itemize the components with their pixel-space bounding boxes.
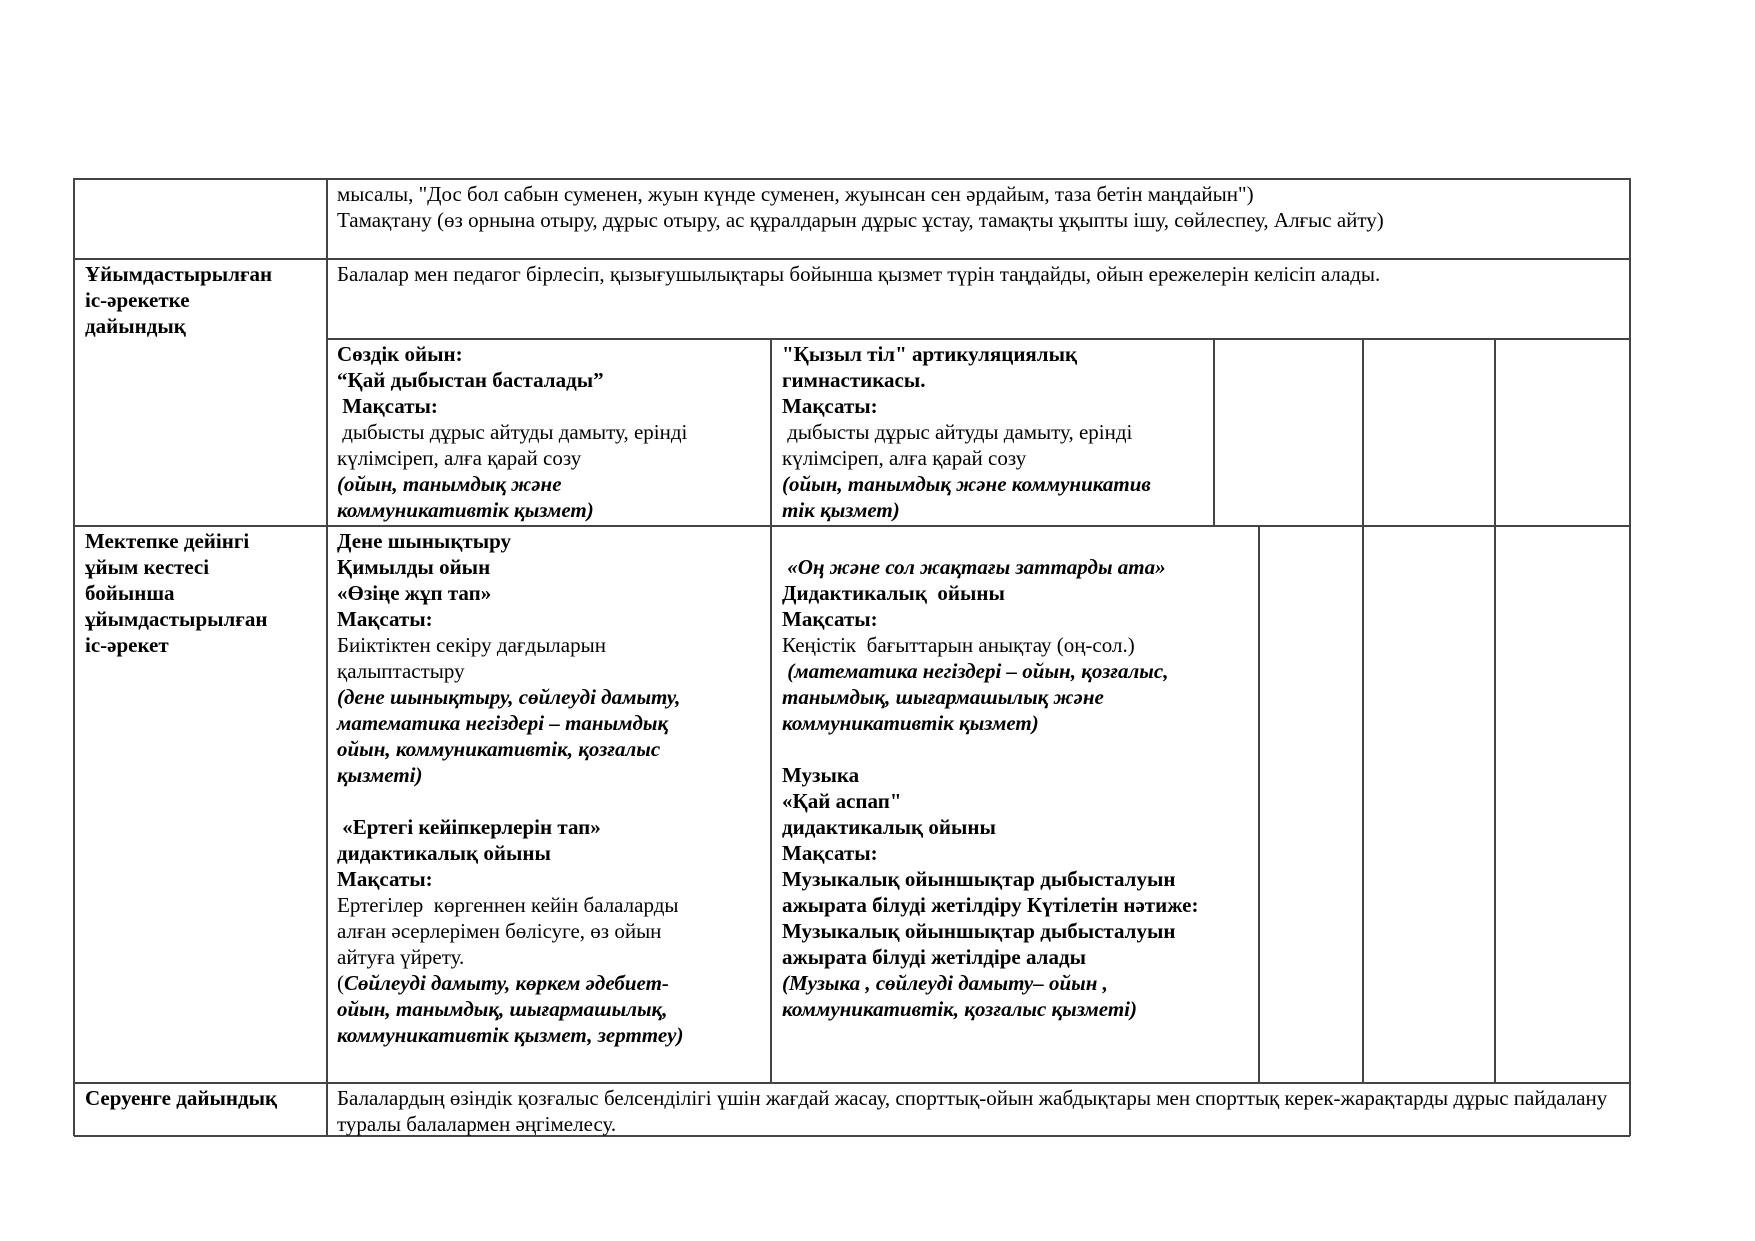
activity-note: ойын, коммуникативтік, қозғалыс <box>337 737 661 761</box>
activity-note: коммуникативтік, қозғалыс қызметі) <box>782 997 1138 1021</box>
activity-note: (дене шынықтыру, сөйлеуді дамыту, <box>337 685 681 709</box>
border-right <box>1629 178 1631 1136</box>
row3-col2 <box>782 341 1207 523</box>
row4-label-line: іс-әрекет <box>85 633 169 657</box>
gymnastics-title: гимнастикасы. <box>782 368 926 392</box>
activity-note: қызметі) <box>337 763 423 787</box>
word-game-name: “Қай дыбыстан басталады” <box>337 368 604 392</box>
activity-title: Музыка <box>782 763 860 787</box>
goal-text: дыбысты дұрыс айтуды дамыту, ерінді <box>782 420 1133 444</box>
row2-text-line: Балалар мен педагог бірлесіп, қызығушылықтары бойынша қызмет түрін таңдайды, ойын ережелерін келісіп алады. <box>337 262 1381 286</box>
row2-label-line: Ұйымдастырылған <box>85 262 273 286</box>
activity-title: Дене шынықтыру <box>337 529 512 553</box>
activity-note-line <box>337 970 765 996</box>
spacer <box>782 736 1252 762</box>
activity-title: «Қай аспап" <box>782 789 902 813</box>
goal-label: Мақсаты: <box>337 394 438 418</box>
goal-text: күлімсіреп, алға қарай созу <box>782 446 1027 470</box>
border-row3-bottom <box>74 1082 1630 1084</box>
goal-text: Музыкалық ойыншықтар дыбысталуын <box>782 919 1176 943</box>
activity-note: танымдық, шығармашылық және <box>782 685 1104 709</box>
border-col1 <box>770 338 772 1083</box>
row4-label-line: ұйымдастырылған <box>85 607 268 631</box>
row2-text <box>337 261 1622 287</box>
border-row2-bottom <box>74 525 1630 527</box>
activity-title: Дидактикалық ойыны <box>782 581 1005 605</box>
border-col3 <box>1362 338 1364 1083</box>
border-row1-bottom <box>74 258 1630 260</box>
border-label-col <box>326 178 328 1136</box>
row5-text-body: Балалардың өзіндік қозғалыс белсенділігі үшін жағдай жасау, спорттық-ойын жабдықтары мен спорттық керек-жарақтарды дұрыс пайдалану туралы балалармен әңгімелесу. <box>337 1086 1608 1136</box>
row1-line1: мысалы, "Дос бол сабын суменен, жуын күнде суменен, жуынсан сен әрдайым, таза бетін маңдайын") <box>337 182 1254 206</box>
activity-title: Қимылды ойын <box>337 555 491 579</box>
activity-note: (ойын, танымдық және <box>337 472 562 496</box>
row4-col1 <box>337 528 765 1048</box>
row5-text <box>337 1085 1622 1137</box>
goal-text: ажырата білуді жетілдіре алады <box>782 945 1086 969</box>
goal-text: айтуға үйрету. <box>337 945 465 969</box>
row4-label <box>85 528 321 658</box>
row3-col1 <box>337 341 765 523</box>
activity-title: «Ертегі кейіпкерлерін тап» <box>337 815 601 839</box>
goal-label: Мақсаты: <box>337 867 433 891</box>
activity-title: «Оң және сол жақтағы заттарды ата» <box>782 555 1166 579</box>
activity-title: дидактикалық ойыны <box>337 841 551 865</box>
note-open-paren: ( <box>337 971 344 995</box>
activity-note: коммуникативтік қызмет) <box>337 498 594 522</box>
row4-label-line: Мектепке дейінгі <box>85 529 250 553</box>
activity-note: (математика негіздері – ойын, қозғалыс, <box>782 659 1169 683</box>
border-col2-upper <box>1213 338 1215 526</box>
row5-label-text: Серуенге дайындық <box>85 1086 278 1110</box>
activity-note: (Музыка , сөйлеуді дамыту– ойын , <box>782 971 1108 995</box>
activity-note: математика негіздері – танымдық <box>337 711 669 735</box>
gymnastics-title: "Қызыл тіл" артикуляциялық <box>782 342 1078 366</box>
word-game-title: Сөздік ойын: <box>337 342 463 366</box>
goal-text: Биіктіктен секіру дағдыларын <box>337 633 606 657</box>
activity-note: тік қызмет) <box>782 498 900 522</box>
border-col2-lower <box>1258 525 1260 1083</box>
goal-label: Мақсаты: <box>337 607 433 631</box>
border-col4 <box>1494 338 1496 1083</box>
row2-label-line: дайындық <box>85 314 186 338</box>
activity-title: дидактикалық ойыны <box>782 815 996 839</box>
goal-text: алған әсерлерімен бөлісуге, өз ойын <box>337 919 662 943</box>
border-left <box>73 178 75 1136</box>
goal-label: Мақсаты: <box>782 394 878 418</box>
goal-label: Мақсаты: <box>782 607 878 631</box>
spacer <box>337 788 765 814</box>
goal-text: Ертегілер көргеннен кейін балаларды <box>337 893 679 917</box>
goal-text: Музыкалық ойыншықтар дыбысталуын <box>782 867 1176 891</box>
border-row2a-bottom <box>326 338 1630 340</box>
row4-label-line: бойынша <box>85 581 175 605</box>
goal-text: күлімсіреп, алға қарай созу <box>337 446 582 470</box>
row2-label-line: іс-әрекетке <box>85 288 190 312</box>
activity-note: Сөйлеуді дамыту, көркем әдебиет- <box>344 971 669 995</box>
row4-label-line: ұйым кестесі <box>85 555 210 579</box>
border-top <box>74 178 1630 180</box>
activity-note: коммуникативтік қызмет) <box>782 711 1039 735</box>
activity-note: ойын, танымдық, шығармашылық, <box>337 997 668 1021</box>
row1-line2: Тамақтану (өз орнына отыру, дұрыс отыру, ас құралдарын дұрыс ұстау, тамақты ұқыпты ішу, сөйлеспеу, Алғыс айту) <box>337 208 1384 232</box>
row2-label <box>85 261 321 339</box>
row5-label <box>85 1085 321 1111</box>
goal-text: Кеңістік бағыттарын анықтау (оң-сол.) <box>782 633 1135 657</box>
goal-text: ажырата білуді жетілдіру Күтілетін нәтиже: <box>782 893 1199 917</box>
goal-label: Мақсаты: <box>782 841 878 865</box>
row1-content <box>337 181 1622 233</box>
row4-col2 <box>782 554 1252 1022</box>
activity-note: коммуникативтік қызмет, зерттеу) <box>337 1023 684 1047</box>
activity-title: «Өзіңе жұп тап» <box>337 581 492 605</box>
goal-text: дыбысты дұрыс айтуды дамыту, ерінді <box>337 420 688 444</box>
activity-note: (ойын, танымдық және коммуникатив <box>782 472 1151 496</box>
goal-text: қалыптастыру <box>337 659 465 683</box>
